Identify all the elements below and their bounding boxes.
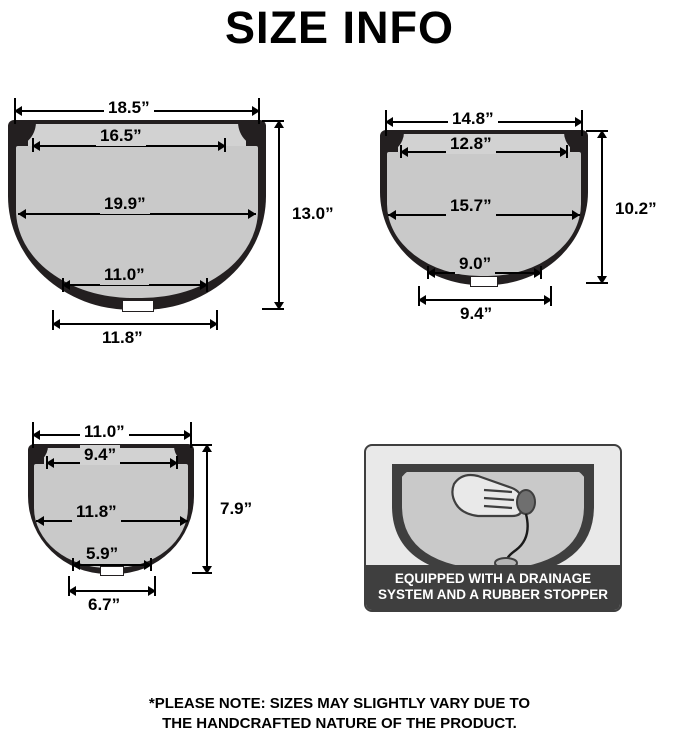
medium-arrow-right-outer-top bbox=[575, 117, 583, 127]
small-arrow-left-outer-top bbox=[32, 430, 40, 440]
medium-outer-top-width-label: 14.8” bbox=[448, 109, 498, 129]
medium-arrow-right-widest bbox=[572, 210, 580, 220]
medium-widest-width-label: 15.7” bbox=[446, 196, 496, 216]
footnote-line1: *PLEASE NOTE: SIZES MAY SLIGHTLY VARY DUE TO bbox=[148, 695, 531, 712]
small-arrow-left-widest bbox=[36, 516, 44, 526]
small-arrow-right-outer-base bbox=[148, 586, 156, 596]
large-arrow-up-height bbox=[274, 120, 284, 128]
small-dim-line-height bbox=[206, 444, 208, 574]
small-arrow-down-height bbox=[202, 566, 212, 574]
small-arrow-left-outer-base bbox=[68, 586, 76, 596]
small-arrow-up-height bbox=[202, 444, 212, 452]
small-outer-top-width-label: 11.0” bbox=[80, 422, 129, 442]
small-pot-group bbox=[10, 404, 290, 634]
small-inner-base-width-label: 5.9” bbox=[82, 544, 122, 564]
pot-base-notch bbox=[470, 276, 498, 287]
medium-arrow-right-inner-top bbox=[560, 147, 568, 157]
small-inner-top-width-label: 9.4” bbox=[80, 445, 120, 465]
large-arrow-right-inner-base bbox=[200, 280, 208, 290]
large-arrow-left-widest bbox=[18, 209, 26, 219]
large-inner-base-width-label: 11.0” bbox=[100, 265, 149, 285]
medium-inner-top-width-label: 12.8” bbox=[446, 134, 496, 154]
small-height-label: 7.9” bbox=[216, 499, 256, 519]
medium-arrow-left-inner-base bbox=[427, 268, 435, 278]
large-dim-line-height bbox=[278, 120, 280, 310]
small-arrow-left-inner-base bbox=[72, 560, 80, 570]
small-dim-line-inner-base bbox=[72, 564, 152, 566]
drainage-caption-line1: EQUIPPED WITH A DRAINAGE bbox=[394, 571, 592, 586]
large-arrow-right-widest bbox=[248, 209, 256, 219]
pot-base-notch bbox=[122, 300, 154, 312]
large-outer-base-width-label: 11.8” bbox=[98, 328, 147, 348]
large-outer-top-width-label: 18.5” bbox=[104, 98, 154, 118]
medium-arrow-left-widest bbox=[388, 210, 396, 220]
large-arrow-right-inner-top bbox=[218, 141, 226, 151]
large-pot-group bbox=[0, 88, 334, 348]
drainage-caption bbox=[366, 565, 620, 610]
large-arrow-left-inner-top bbox=[32, 141, 40, 151]
medium-dim-line-height bbox=[601, 130, 603, 284]
small-arrow-left-inner-top bbox=[46, 458, 54, 468]
small-outer-base-width-label: 6.7” bbox=[84, 595, 124, 615]
medium-dim-line-outer-base bbox=[418, 299, 552, 301]
large-arrow-right-outer-base bbox=[210, 319, 218, 329]
large-arrow-left-inner-base bbox=[62, 280, 70, 290]
large-inner-top-width-label: 16.5” bbox=[96, 126, 146, 146]
medium-arrow-left-outer-top bbox=[385, 117, 393, 127]
footnote-line2: THE HANDCRAFTED NATURE OF THE PRODUCT. bbox=[162, 715, 517, 732]
small-arrow-right-inner-top bbox=[170, 458, 178, 468]
medium-arrow-down-height bbox=[597, 276, 607, 284]
large-arrow-left-outer-base bbox=[52, 319, 60, 329]
medium-height-label: 10.2” bbox=[611, 199, 661, 219]
small-arrow-right-widest bbox=[180, 516, 188, 526]
pot-base-notch bbox=[100, 566, 124, 576]
large-height-label: 13.0” bbox=[288, 204, 338, 224]
drainage-caption-line2: SYSTEM AND A RUBBER STOPPER bbox=[377, 587, 609, 602]
medium-arrow-left-outer-base bbox=[418, 295, 426, 305]
medium-arrow-left-inner-top bbox=[400, 147, 408, 157]
medium-outer-base-width-label: 9.4” bbox=[456, 304, 496, 324]
medium-pot-group bbox=[370, 92, 670, 342]
small-arrow-right-outer-top bbox=[184, 430, 192, 440]
page-title: SIZE INFO bbox=[224, 2, 454, 53]
drainage-panel bbox=[364, 444, 622, 612]
medium-arrow-up-height bbox=[597, 130, 607, 138]
footnote bbox=[0, 694, 679, 734]
large-dim-line-outer-base bbox=[52, 323, 218, 325]
small-dim-line-outer-base bbox=[68, 590, 156, 592]
medium-arrow-right-outer-base bbox=[544, 295, 552, 305]
small-widest-width-label: 11.8” bbox=[72, 502, 121, 522]
medium-arrow-right-inner-base bbox=[534, 268, 542, 278]
large-arrow-right-outer-top bbox=[252, 106, 260, 116]
large-widest-width-label: 19.9” bbox=[100, 194, 150, 214]
small-arrow-right-inner-base bbox=[144, 560, 152, 570]
large-arrow-left-outer-top bbox=[14, 106, 22, 116]
large-arrow-down-height bbox=[274, 302, 284, 310]
medium-inner-base-width-label: 9.0” bbox=[455, 254, 495, 274]
